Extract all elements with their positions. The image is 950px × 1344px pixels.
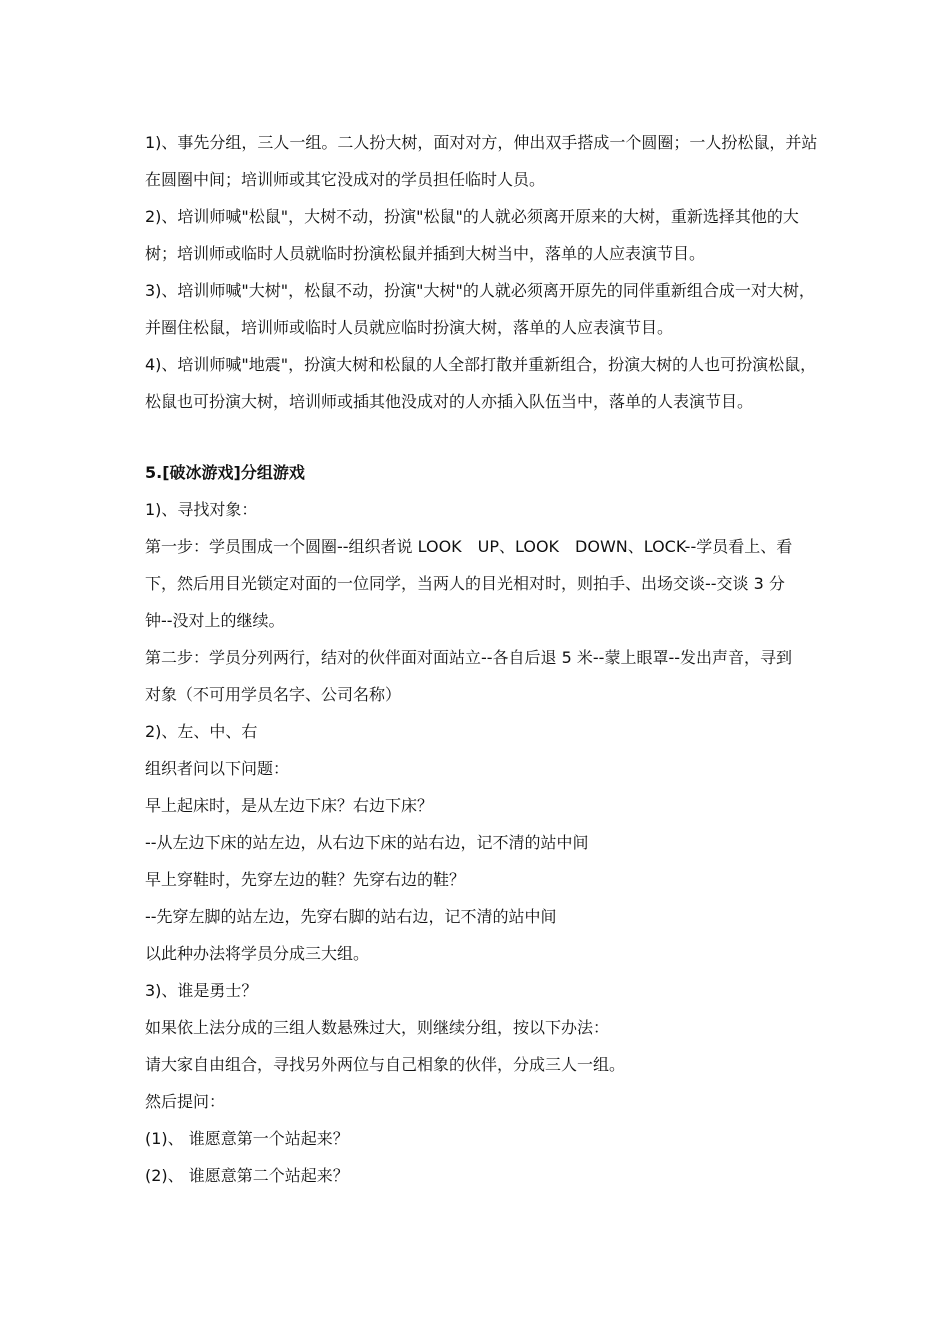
paragraph-line: 第二步：学员分列两行，结对的伙伴面对面站立--各自后退 5 米--蒙上眼罩--发出声音，寻到 — [145, 648, 792, 667]
paragraph-line: 2)、培训师喊"松鼠"，大树不动，扮演"松鼠"的人就必须离开原来的大树，重新选择其他的大 — [145, 207, 799, 226]
paragraph-line: 树；培训师或临时人员就临时扮演松鼠并插到大树当中，落单的人应表演节目。 — [145, 244, 706, 263]
section-5 — [145, 454, 825, 1194]
paragraph-line: 3)、培训师喊"大树"，松鼠不动，扮演"大树"的人就必须离开原先的同伴重新组合成一对大树， — [145, 281, 815, 300]
paragraph-line: 第一步：学员围成一个圆圈--组织者说 LOOK UP、LOOK DOWN、LOCK--学员看上、看 — [145, 537, 793, 556]
document-body — [145, 124, 825, 1194]
paragraph-line: 松鼠也可扮演大树，培训师或插其他没成对的人亦插入队伍当中，落单的人表演节目。 — [145, 392, 754, 411]
paragraph-line: 3)、谁是勇士？ — [145, 981, 258, 1000]
paragraph-line: (1)、 谁愿意第一个站起来？ — [145, 1129, 349, 1148]
section-spacer — [145, 420, 825, 454]
section-4-body — [145, 124, 825, 420]
paragraph-line: --从左边下床的站左边，从右边下床的站右边，记不清的站中间 — [145, 833, 589, 852]
paragraph-line: 1)、事先分组，三人一组。二人扮大树，面对对方，伸出双手搭成一个圆圈；一人扮松鼠，并站 — [145, 133, 818, 152]
paragraph-line: 早上穿鞋时，先穿左边的鞋？先穿右边的鞋？ — [145, 870, 466, 889]
paragraph-line: 钟--没对上的继续。 — [145, 611, 285, 630]
paragraph-line: 以此种办法将学员分成三大组。 — [145, 944, 370, 963]
paragraph-line: 对象（不可用学员名字、公司名称） — [145, 685, 402, 704]
paragraph-line: 然后提问： — [145, 1092, 226, 1111]
paragraph-line: 组织者问以下问题： — [145, 759, 290, 778]
paragraph-line: 并圈住松鼠，培训师或临时人员就应临时扮演大树，落单的人应表演节目。 — [145, 318, 674, 337]
paragraph-line: 早上起床时，是从左边下床？右边下床？ — [145, 796, 434, 815]
paragraph-line: 1)、寻找对象： — [145, 500, 258, 519]
paragraph-line: 请大家自由组合，寻找另外两位与自己相象的伙伴，分成三人一组。 — [145, 1055, 626, 1074]
paragraph-line: 下，然后用目光锁定对面的一位同学，当两人的目光相对时，则拍手、出场交谈--交谈 3 分 — [145, 574, 785, 593]
section-heading: 5.[破冰游戏]分组游戏 — [145, 463, 305, 482]
paragraph-line: 4)、培训师喊"地震"，扮演大树和松鼠的人全部打散并重新组合，扮演大树的人也可扮演松鼠， — [145, 355, 817, 374]
paragraph-line: --先穿左脚的站左边，先穿右脚的站右边，记不清的站中间 — [145, 907, 557, 926]
paragraph-line: 如果依上法分成的三组人数悬殊过大，则继续分组，按以下办法： — [145, 1018, 610, 1037]
paragraph-line: 在圆圈中间；培训师或其它没成对的学员担任临时人员。 — [145, 170, 546, 189]
paragraph-line: (2)、 谁愿意第二个站起来？ — [145, 1166, 349, 1185]
paragraph-line: 2)、左、中、右 — [145, 722, 258, 741]
